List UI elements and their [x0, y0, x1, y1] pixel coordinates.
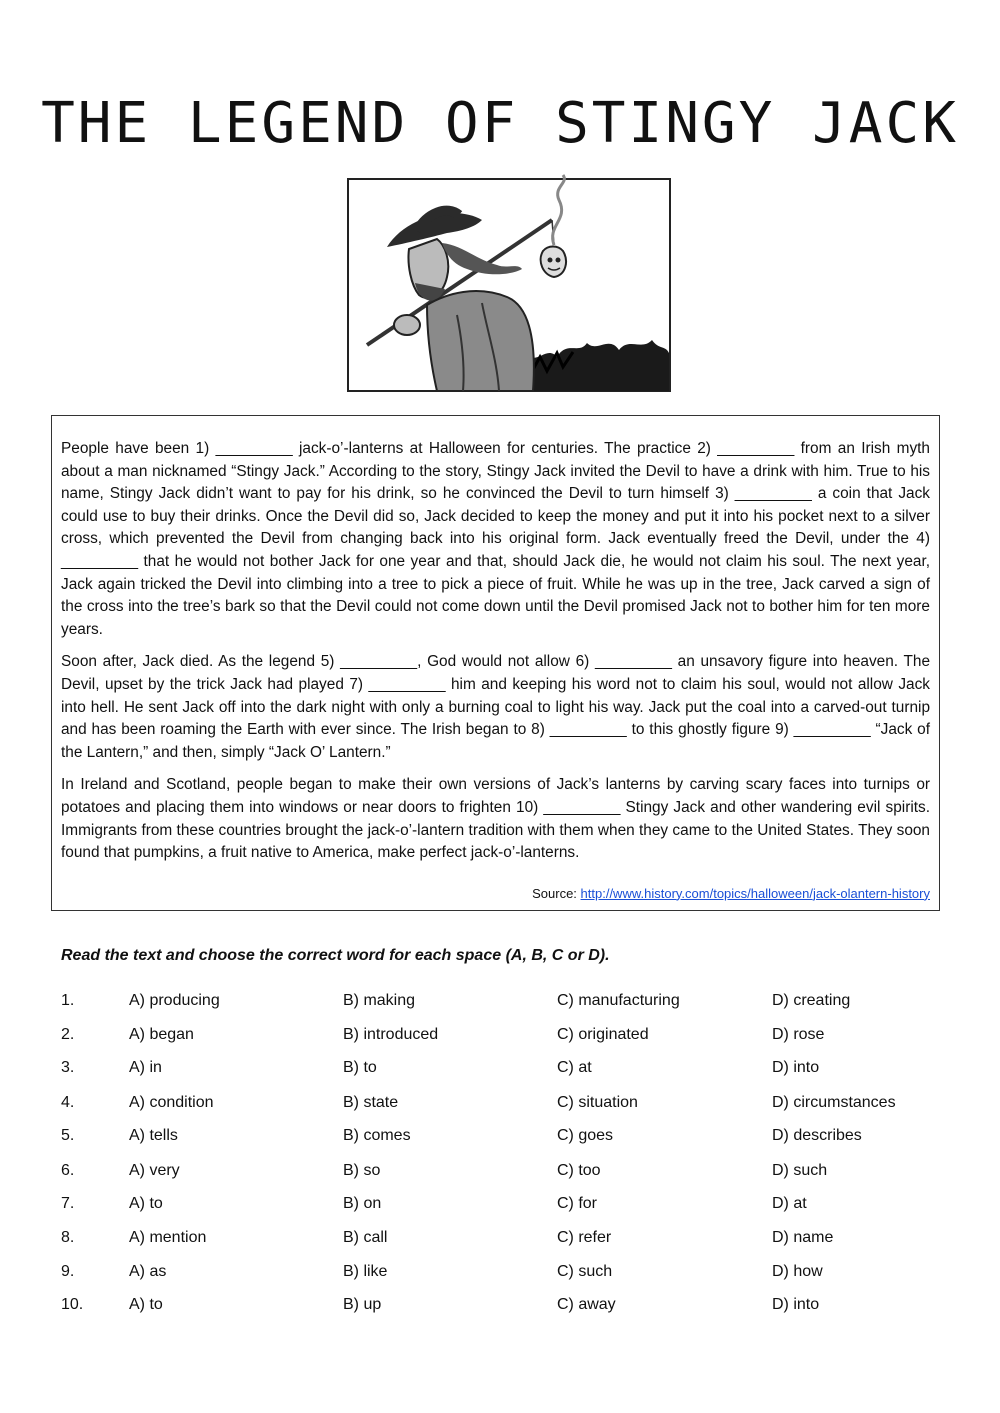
question-row [61, 1162, 941, 1188]
option-b: B) to [343, 1059, 377, 1076]
option-c: C) for [557, 1195, 597, 1212]
question-number: 9. [61, 1263, 75, 1280]
option-c: C) away [557, 1296, 616, 1313]
option-b: B) up [343, 1296, 382, 1313]
option-b: B) making [343, 992, 416, 1009]
question-row [61, 1059, 941, 1085]
option-c: C) at [557, 1059, 592, 1076]
question-row [61, 1094, 941, 1120]
page-title: THE LEGEND OF STINGY JACK [41, 91, 959, 156]
option-a: A) tells [129, 1127, 178, 1144]
option-c: C) situation [557, 1094, 638, 1111]
option-c: C) such [557, 1263, 613, 1280]
question-row [61, 992, 941, 1018]
question-row [61, 1127, 941, 1153]
option-c: C) originated [557, 1026, 649, 1043]
option-c: C) refer [557, 1229, 612, 1246]
option-d: D) creating [772, 992, 851, 1009]
question-number: 10. [61, 1296, 84, 1313]
passage-paragraph-3: In Ireland and Scotland, people began to make their own versions of Jack’s lanterns by carving scary faces into turnips or potatoes and placing them into windows or near doors to frighten 10) _________ Stingy Jack and other wandering evil spirits. Immigrants from these countries brought the jack-o’-lantern tradition with them when they came to the United States. They soon found that pumpkins, a fruit native to America, make perfect jack-o’-lanterns. [61, 776, 930, 862]
question-row [61, 1296, 941, 1322]
option-a: A) to [129, 1195, 163, 1212]
source-link[interactable]: http://www.history.com/topics/halloween/jack-olantern-history [580, 885, 930, 901]
instruction-text: Read the text and choose the correct word for each space (A, B, C or D). [61, 947, 610, 964]
option-a: A) in [129, 1059, 162, 1076]
question-number: 4. [61, 1094, 75, 1111]
option-a: A) as [129, 1263, 167, 1280]
option-b: B) comes [343, 1127, 411, 1144]
option-a: A) mention [129, 1229, 207, 1246]
option-a: A) condition [129, 1094, 214, 1111]
question-number: 6. [61, 1162, 75, 1179]
question-number: 3. [61, 1059, 75, 1076]
option-b: B) so [343, 1162, 381, 1179]
question-row [61, 1195, 941, 1221]
option-d: D) how [772, 1263, 823, 1280]
question-row [61, 1263, 941, 1289]
option-d: D) rose [772, 1026, 825, 1043]
source-line [61, 883, 930, 906]
option-d: D) name [772, 1229, 834, 1246]
option-d: D) describes [772, 1127, 862, 1144]
option-a: A) to [129, 1296, 163, 1313]
option-d: D) into [772, 1296, 820, 1313]
question-number: 2. [61, 1026, 75, 1043]
option-d: D) such [772, 1162, 828, 1179]
option-c: C) too [557, 1162, 601, 1179]
passage-paragraph-2: Soon after, Jack died. As the legend 5) _________, God would not allow 6) _________ an unsavory figure into heaven. The Devil, upset by the trick Jack had played 7) _________ him and keeping his word not to claim his soul, would not allow Jack into hell. He sent Jack off into the dark night with only a burning coal to light his way. Jack put the coal into a carved-out turnip and has been roaming the Earth with ever since. The Irish began to 8) _________ to this ghostly figure 9) _________ “Jack of the Lantern,” and then, simply “Jack O’ Lantern.” [61, 653, 930, 761]
source-label: Source: [532, 885, 581, 901]
question-row [61, 1229, 941, 1255]
option-a: A) very [129, 1162, 180, 1179]
option-b: B) state [343, 1094, 399, 1111]
option-d: D) into [772, 1059, 820, 1076]
option-b: B) call [343, 1229, 388, 1246]
option-a: A) began [129, 1026, 194, 1043]
option-d: D) circumstances [772, 1094, 896, 1111]
option-c: C) goes [557, 1127, 614, 1144]
option-b: B) introduced [343, 1026, 439, 1043]
stingy-jack-illustration [347, 165, 672, 397]
question-number: 5. [61, 1127, 75, 1144]
question-number: 8. [61, 1229, 75, 1246]
question-number: 7. [61, 1195, 75, 1212]
option-a: A) producing [129, 992, 220, 1009]
option-c: C) manufacturing [557, 992, 680, 1009]
reading-passage [51, 415, 940, 911]
question-row [61, 1026, 941, 1052]
option-b: B) like [343, 1263, 388, 1280]
passage-paragraph-1: People have been 1) _________ jack-o’-lanterns at Halloween for centuries. The practice 2) _________ from an Irish myth about a man nicknamed “Stingy Jack.” According to the story, Stingy Jack invited the Devil to have a drink with him. True to his name, Stingy Jack didn’t want to pay for his drink, so he convinced the Devil to turn himself 3) _________ a coin that Jack could use to buy their drinks. Once the Devil did so, Jack decided to keep the money and put it into his pocket next to a silver cross, which prevented the Devil from changing back into his original form. Jack eventually freed the Devil, under the 4) _________ that he would not bother Jack for one year and that, should Jack die, he would not claim his soul. The next year, Jack again tricked the Devil into climbing into a tree to pick a piece of fruit. While he was up in the tree, Jack carved a sign of the cross into the tree’s bark so that the Devil could not come down until the Devil promised Jack not to bother him for ten more years. [61, 440, 930, 638]
question-number: 1. [61, 992, 75, 1009]
option-d: D) at [772, 1195, 807, 1212]
option-b: B) on [343, 1195, 382, 1212]
